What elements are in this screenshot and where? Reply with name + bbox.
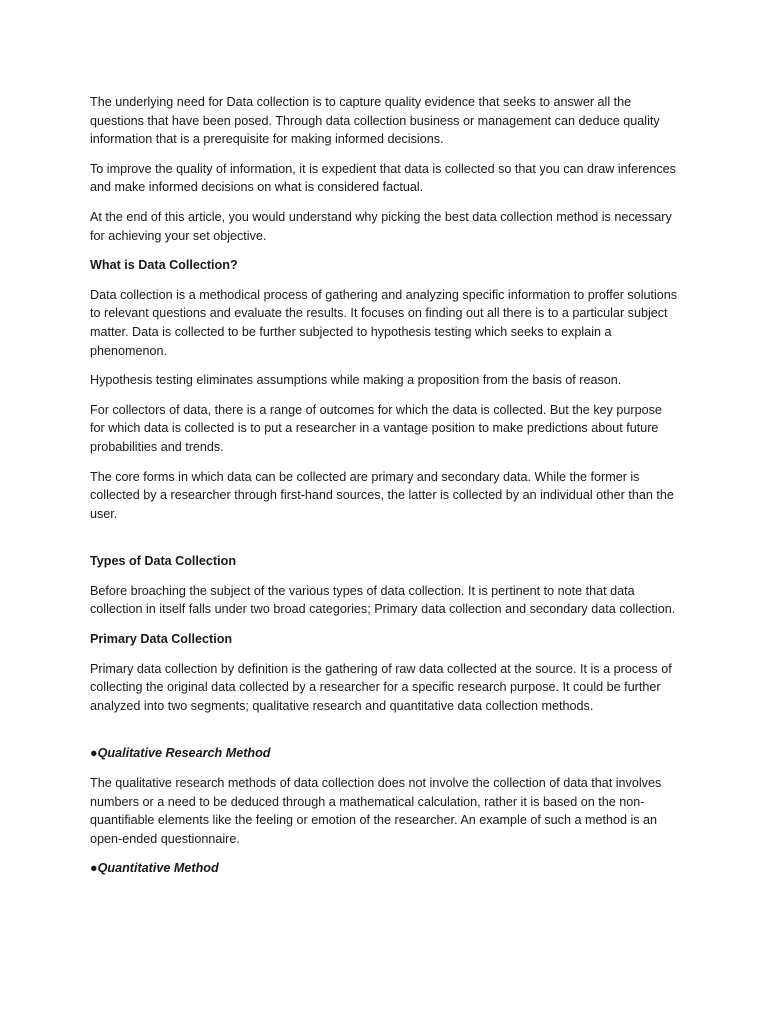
qualitative-paragraph-1: The qualitative research methods of data collection does not involve the collection of data that involves numbers or a need to be deduced through a mathematical calculation, rather it is based on the non-quantifiable elements like the feeling or emotion of the researcher. An example of such a method is an open-ended questionnaire. [90, 776, 662, 846]
heading-qualitative-research-method [90, 744, 680, 763]
document-body [90, 93, 680, 889]
intro-paragraph-3: At the end of this article, you would understand why picking the best data collection method is necessary for achieving your set objective. [90, 209, 672, 243]
blank-line [90, 726, 680, 744]
intro-paragraph-2: To improve the quality of information, it is expedient that data is collected so that you can draw inferences and make informed decisions on what is considered factual. [90, 161, 676, 195]
primary-paragraph-1: Primary data collection by definition is the gathering of raw data collected at the source. It is a process of collecting the original data collected by a researcher for a specific research purpose. It could be further analyzed into two segments; qualitative research and quantitative data collection methods. [90, 661, 672, 713]
heading-quantitative-method [90, 859, 680, 878]
heading-primary-data-collection: Primary Data Collection [90, 632, 233, 647]
what-paragraph-3: For collectors of data, there is a range of outcomes for which the data is collected. But the key purpose for which data is collected is to put a researcher in a vantage position to make predictions about future probabilities and trends. [90, 402, 662, 454]
qualitative-heading-text: Qualitative Research Method [97, 746, 271, 761]
quantitative-heading-text: Quantitative Method [97, 861, 219, 876]
blank-line [90, 534, 680, 552]
what-paragraph-2: Hypothesis testing eliminates assumptions while making a proposition from the basis of reason. [90, 373, 622, 388]
bullet-icon: ● [90, 746, 98, 761]
types-paragraph-1: Before broaching the subject of the various types of data collection. It is pertinent to note that data collection in itself falls under two broad categories; Primary data collection and secondary data collection. [90, 583, 676, 617]
what-paragraph-4: The core forms in which data can be collected are primary and secondary data. While the former is collected by a researcher through first-hand sources, the latter is collected by an individual other than the user. [90, 469, 674, 521]
what-paragraph-1: Data collection is a methodical process of gathering and analyzing specific information to proffer solutions to relevant questions and evaluate the results. It focuses on finding out all there is to a particular subject matter. Data is collected to be further subjected to hypothesis testing which seeks to explain a phenomenon. [90, 287, 678, 358]
heading-what-is-data-collection: What is Data Collection? [90, 258, 238, 273]
heading-types-of-data-collection: Types of Data Collection [90, 554, 237, 569]
intro-paragraph-1: The underlying need for Data collection is to capture quality evidence that seeks to answer all the questions that have been posed. Through data collection business or management can deduce quality information that is a prerequisite for making informed decisions. [90, 95, 660, 147]
bullet-icon: ● [90, 861, 98, 876]
